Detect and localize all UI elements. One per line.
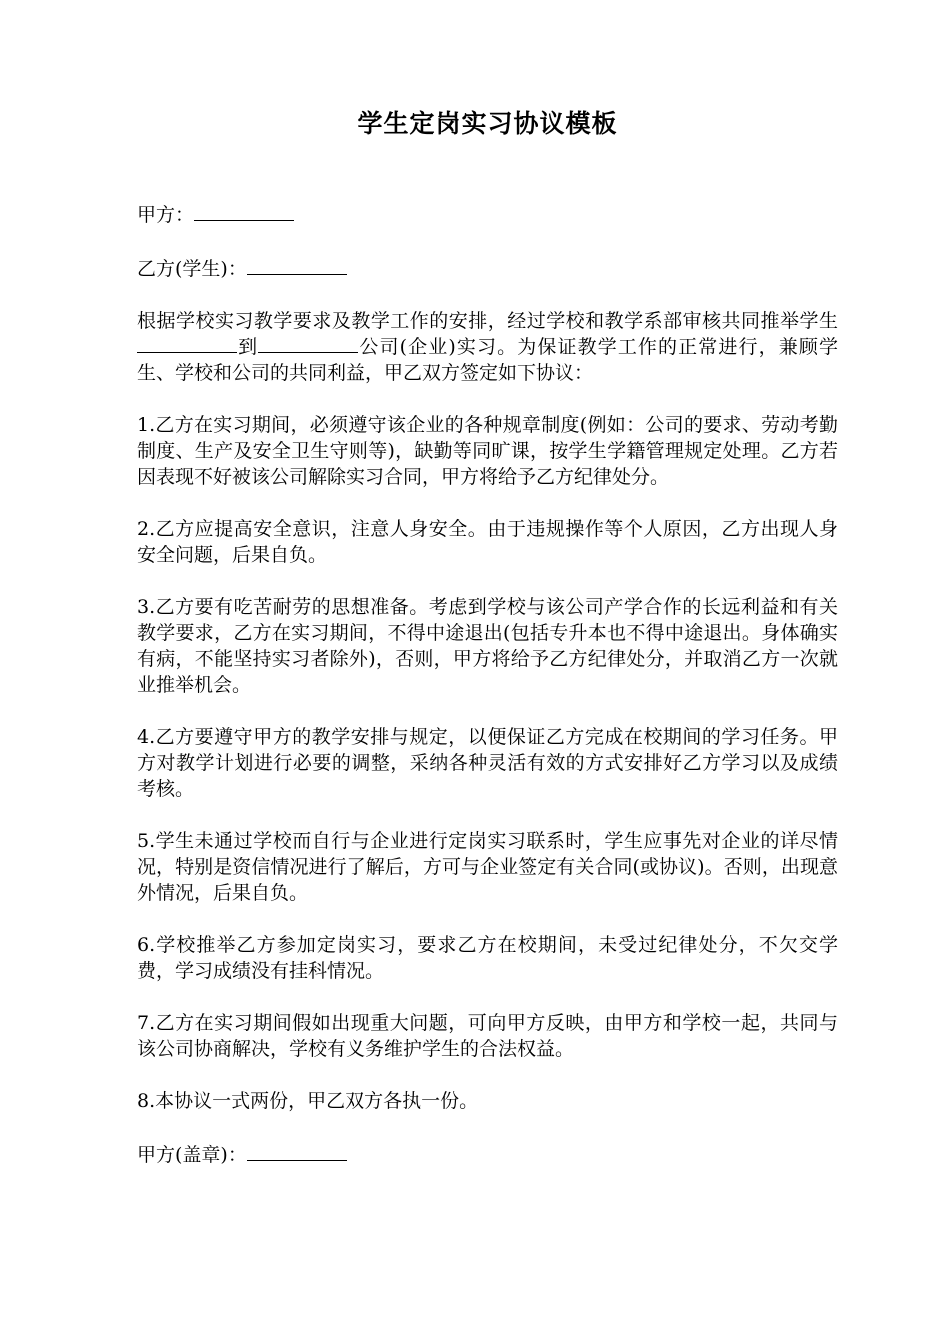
intro-text-1: 根据学校实习教学要求及教学工作的安排，经过学校和教学系部审核共同推举学生 bbox=[137, 310, 838, 332]
clause-4: 4.乙方要遵守甲方的教学安排与规定，以便保证乙方完成在校期间的学习任务。甲方对教学计划进行必要的调整，采纳各种灵活有效的方式安排好乙方学习以及成绩考核。 bbox=[137, 726, 838, 800]
party-a-blank[interactable] bbox=[194, 200, 294, 221]
party-b-blank[interactable] bbox=[247, 254, 347, 275]
signature-blank[interactable] bbox=[247, 1140, 347, 1161]
clause-1: 1.乙方在实习期间，必须遵守该企业的各种规章制度(例如：公司的要求、劳动考勤制度、生产及安全卫生守则等)，缺勤等同旷课，按学生学籍管理规定处理。乙方若因表现不好被该公司解除实习合同，甲方将给予乙方纪律处分。 bbox=[137, 414, 838, 488]
party-a-field bbox=[137, 200, 838, 228]
clause-7: 7.乙方在实习期间假如出现重大问题，可向甲方反映，由甲方和学校一起，共同与该公司协商解决，学校有义务维护学生的合法权益。 bbox=[137, 1012, 838, 1060]
clause-2: 2.乙方应提高安全意识，注意人身安全。由于违规操作等个人原因，乙方出现人身安全问题，后果自负。 bbox=[137, 518, 838, 566]
clause-3: 3.乙方要有吃苦耐劳的思想准备。考虑到学校与该公司产学合作的长远利益和有关教学要求，乙方在实习期间，不得中途退出(包括专升本也不得中途退出。身体确实有病，不能坚持实习者除外)，否则，甲方将给予乙方纪律处分，并取消乙方一次就业推举机会。 bbox=[137, 596, 838, 696]
party-b-label: 乙方(学生)： bbox=[137, 258, 247, 280]
clause-8: 8.本协议一式两份，甲乙双方各执一份。 bbox=[137, 1090, 479, 1112]
intro-text-2: 到 bbox=[237, 336, 259, 358]
intro-text-3: 公司(企业)实习。为保证教学工作的正常进行，兼顾学生、学校和公司的共同利益，甲乙双方签定如下协议： bbox=[137, 336, 838, 384]
clause-5: 5.学生未通过学校而自行与企业进行定岗实习联系时，学生应事先对企业的详尽情况，特别是资信情况进行了解后，方可与企业签定有关合同(或协议)。否则，出现意外情况，后果自负。 bbox=[137, 830, 838, 904]
signature-field bbox=[137, 1140, 838, 1168]
company-name-blank[interactable] bbox=[258, 334, 358, 353]
party-a-label: 甲方： bbox=[137, 204, 195, 226]
intro-paragraph bbox=[137, 308, 838, 386]
clause-6: 6.学校推举乙方参加定岗实习，要求乙方在校期间，未受过纪律处分，不欠交学费，学习成绩没有挂科情况。 bbox=[137, 934, 838, 982]
student-name-blank[interactable] bbox=[137, 334, 237, 353]
document-title: 学生定岗实习协议模板 bbox=[357, 109, 618, 138]
signature-label: 甲方(盖章)： bbox=[137, 1144, 247, 1166]
party-b-field bbox=[137, 254, 838, 282]
